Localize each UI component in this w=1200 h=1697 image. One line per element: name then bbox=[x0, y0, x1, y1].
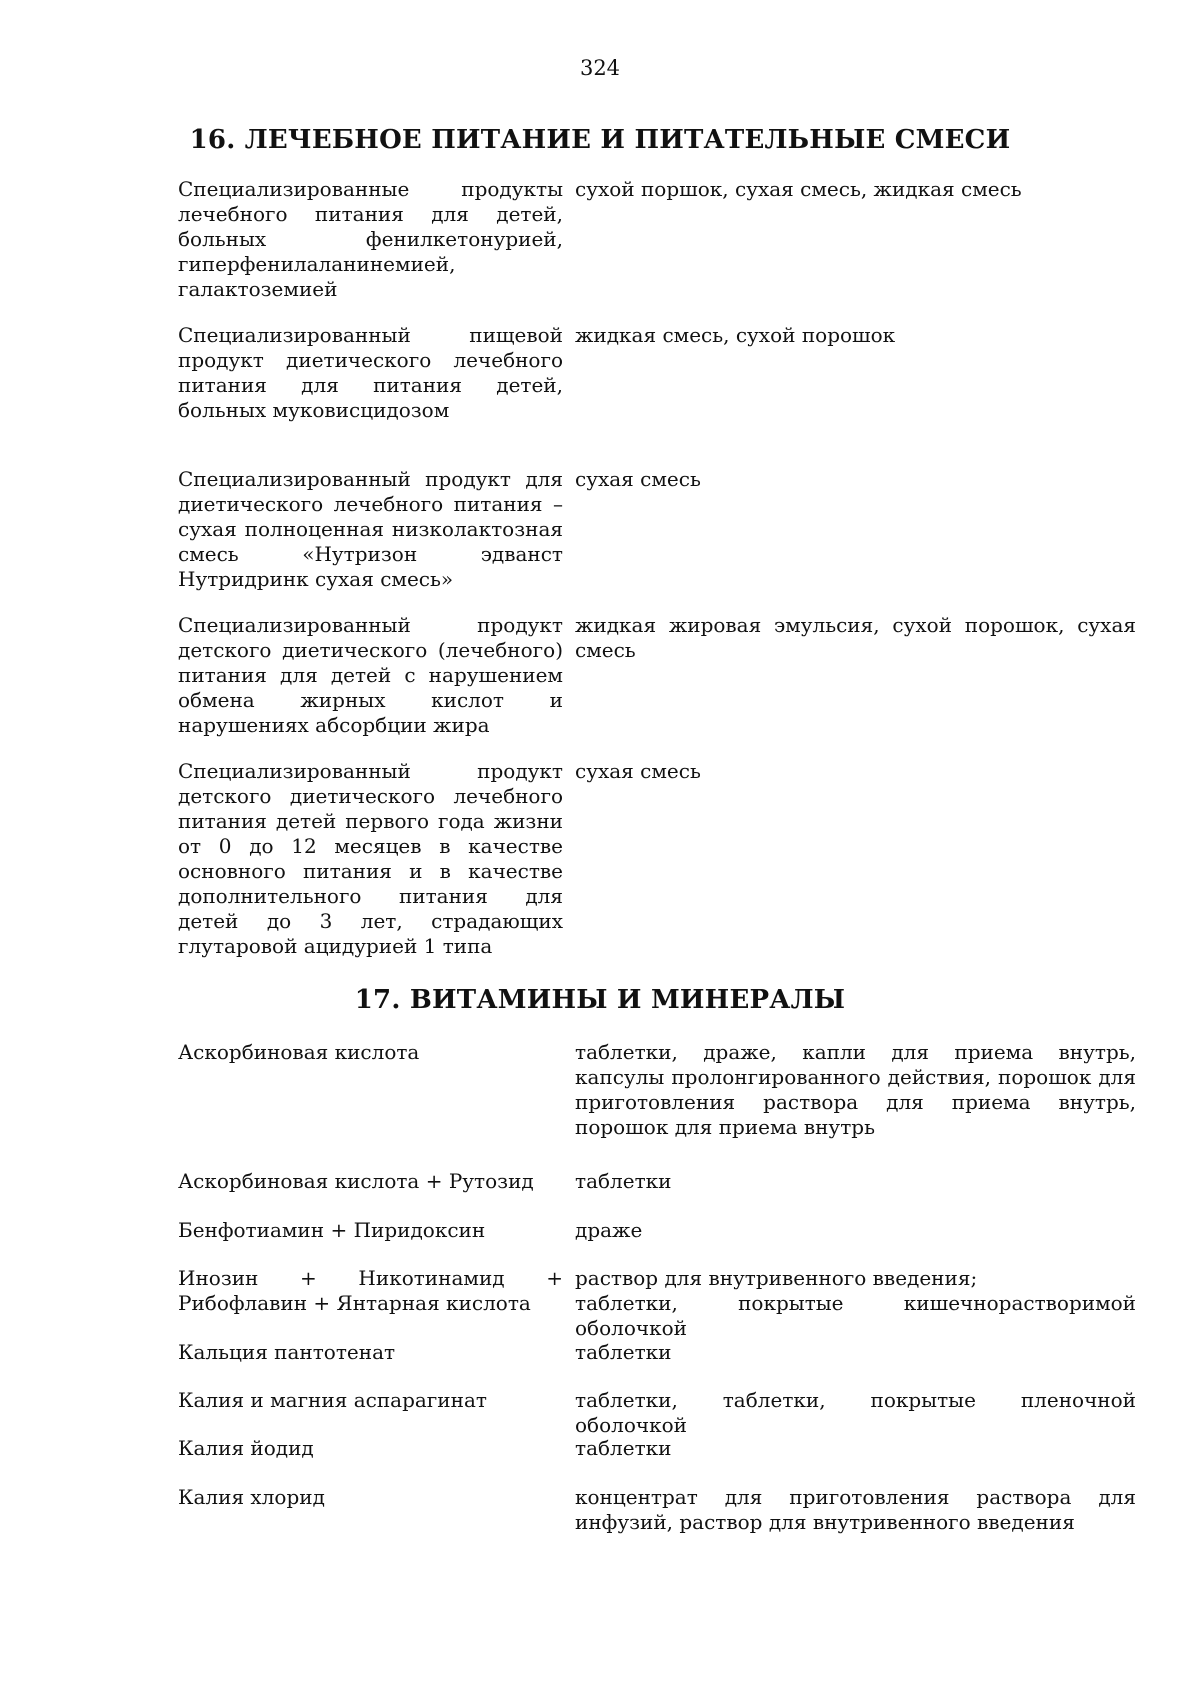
table-row bbox=[178, 323, 1136, 423]
product-name: Калия йодид bbox=[178, 1436, 314, 1460]
section-title-17: 17. ВИТАМИНЫ И МИНЕРАЛЫ bbox=[354, 985, 846, 1015]
dosage-forms: таблетки bbox=[575, 1436, 672, 1460]
product-name: Специализированный пищевой продукт диетического лечебного питания для питания детей, больных муковисцидозом bbox=[178, 323, 563, 422]
dosage-forms: таблетки, драже, капли для приема внутрь, капсулы пролонгированного действия, порошок для приготовления раствора для приема внутрь, порошок для приема внутрь bbox=[575, 1040, 1136, 1139]
dosage-forms: сухая смесь bbox=[575, 467, 701, 491]
table-row bbox=[178, 1340, 1136, 1365]
dosage-forms: таблетки bbox=[575, 1169, 672, 1193]
table-row bbox=[178, 1040, 1136, 1140]
table-row bbox=[178, 613, 1136, 738]
table-row bbox=[178, 1388, 1136, 1438]
table-row bbox=[178, 177, 1136, 302]
product-name: Специализированный продукт детского диетического лечебного питания детей первого года жизни от 0 до 12 месяцев в качестве основного питания и в качестве дополнительного питания для детей до 3 лет, страдающих глутаровой ацидурией 1 типа bbox=[178, 759, 563, 958]
table-row bbox=[178, 759, 1136, 959]
product-name: Специализированные продукты лечебного питания для детей, больных фенилкетонурией, гиперфенилаланинемией, галактоземией bbox=[178, 177, 563, 301]
dosage-form-line: раствор для внутривенного введения; bbox=[575, 1266, 978, 1290]
dosage-forms: драже bbox=[575, 1218, 643, 1242]
dosage-forms: жидкая смесь, сухой порошок bbox=[575, 323, 896, 347]
dosage-forms: таблетки, таблетки, покрытые пленочной оболочкой bbox=[575, 1388, 1136, 1437]
section-title-16: 16. ЛЕЧЕБНОЕ ПИТАНИЕ И ПИТАТЕЛЬНЫЕ СМЕСИ bbox=[189, 125, 1011, 155]
product-name: Кальция пантотенат bbox=[178, 1340, 396, 1364]
table-row bbox=[178, 467, 1136, 592]
table-row bbox=[178, 1218, 1136, 1243]
dosage-forms: сухой поршок, сухая смесь, жидкая смесь bbox=[575, 177, 1022, 201]
product-name: Калия и магния аспарагинат bbox=[178, 1388, 487, 1412]
dosage-form-line: таблетки, покрытые кишечнорастворимой оболочкой bbox=[575, 1291, 1136, 1340]
dosage-forms: жидкая жировая эмульсия, сухой порошок, сухая смесь bbox=[575, 613, 1136, 662]
table-row bbox=[178, 1485, 1136, 1535]
table-row bbox=[178, 1436, 1136, 1461]
product-name: Аскорбиновая кислота + Рутозид bbox=[178, 1169, 534, 1193]
product-name: Инозин + Никотинамид + Рибофлавин + Янтарная кислота bbox=[178, 1266, 563, 1315]
product-name: Аскорбиновая кислота bbox=[178, 1040, 420, 1064]
product-name: Калия хлорид bbox=[178, 1485, 325, 1509]
product-name: Специализированный продукт для диетического лечебного питания – сухая полноценная низколактозная смесь «Нутризон эдванст Нутридринк сухая смесь» bbox=[178, 467, 563, 591]
product-name: Специализированный продукт детского диетического (лечебного) питания для детей с нарушением обмена жирных кислот и нарушениях абсорбции жира bbox=[178, 613, 563, 737]
dosage-forms: таблетки bbox=[575, 1340, 672, 1364]
dosage-forms bbox=[575, 1266, 1136, 1341]
dosage-forms: сухая смесь bbox=[575, 759, 701, 783]
page-number: 324 bbox=[579, 56, 621, 80]
table-row bbox=[178, 1169, 1136, 1194]
table-row bbox=[178, 1266, 1136, 1341]
product-name: Бенфотиамин + Пиридоксин bbox=[178, 1218, 486, 1242]
dosage-forms: концентрат для приготовления раствора для инфузий, раствор для внутривенного введения bbox=[575, 1485, 1136, 1534]
